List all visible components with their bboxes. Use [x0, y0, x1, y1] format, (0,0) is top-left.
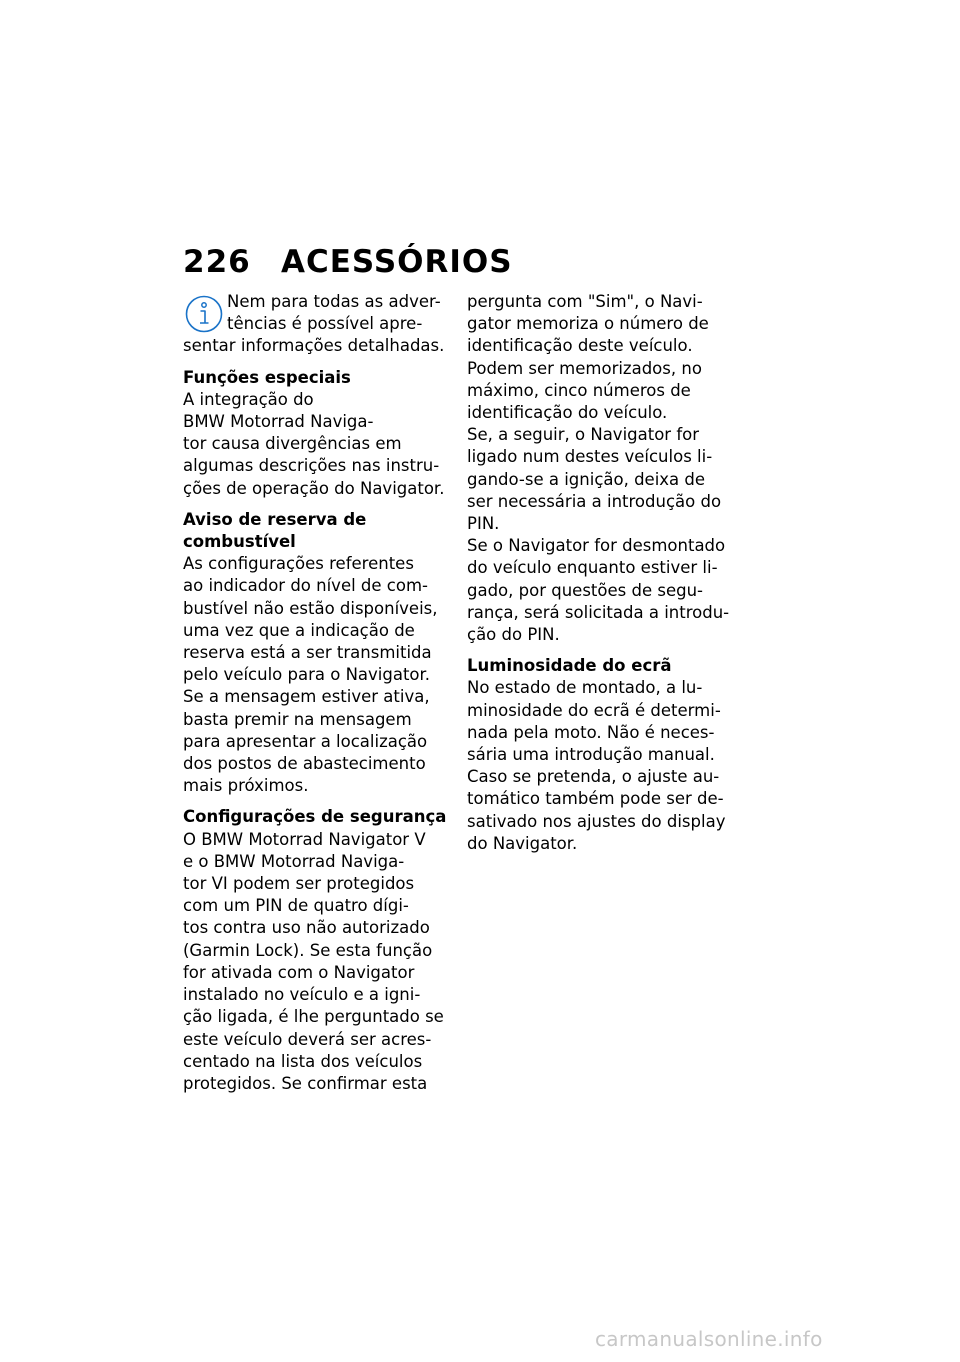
section-line: gando-se a ignição, deixa de	[467, 469, 706, 489]
section-line: Se o Navigator for desmontado	[467, 536, 726, 556]
section-line: ligado num destes veículos li-	[467, 447, 713, 467]
section	[183, 367, 448, 500]
section-line: As configurações referentes	[183, 554, 414, 574]
info-icon	[183, 293, 225, 335]
section	[183, 509, 448, 798]
section-line: reserva está a ser transmitida	[183, 643, 432, 663]
section-line: ção ligada, é lhe perguntado se	[183, 1007, 444, 1027]
section-line: com um PIN de quatro dígi-	[183, 896, 409, 916]
page-header	[183, 240, 743, 284]
section-line: gado, por questões de segu-	[467, 580, 703, 600]
section-line: tor causa divergências em	[183, 434, 402, 454]
info-note	[183, 291, 448, 358]
section-line: instalado no veículo e a igni-	[183, 985, 421, 1005]
section	[467, 655, 737, 855]
page-number: 226	[183, 244, 251, 280]
section-line: for ativada com o Navigator	[183, 962, 415, 982]
note-line: sentar informações detalhadas.	[183, 336, 445, 356]
section-line: mais próximos.	[183, 776, 309, 796]
section-heading: Luminosidade do ecrã	[467, 656, 672, 676]
section-heading: combustível	[183, 532, 296, 552]
section-line: ao indicador do nível de com-	[183, 576, 428, 596]
section-line: para apresentar a localização	[183, 731, 428, 751]
section	[183, 806, 448, 1095]
left-sections	[183, 358, 448, 1096]
section-line: e o BMW Motorrad Naviga-	[183, 851, 405, 871]
section-line: do Navigator.	[467, 833, 578, 853]
chapter-title: ACESSÓRIOS	[281, 244, 513, 280]
section-line: PIN.	[467, 514, 500, 534]
section-line: (Garmin Lock). Se esta função	[183, 940, 433, 960]
section-line: O BMW Motorrad Navigator V	[183, 829, 426, 849]
section-line: algumas descrições nas instru-	[183, 456, 440, 476]
section-line: identificação deste veículo.	[467, 336, 693, 356]
section-line: sativado nos ajustes do display	[467, 811, 726, 831]
section-line: ções de operação do Navigator.	[183, 478, 445, 498]
section-line: dos postos de abastecimento	[183, 754, 426, 774]
section-line: Podem ser memorizados, no	[467, 358, 702, 378]
section-line: do veículo enquanto estiver li-	[467, 558, 718, 578]
note-line: Nem para todas as adver-	[227, 292, 441, 311]
section-line: protegidos. Se confirmar esta	[183, 1073, 428, 1093]
section-line: No estado de montado, a lu-	[467, 678, 703, 698]
section-line: sária uma introdução manual.	[467, 745, 715, 765]
section-line: tos contra uso não autorizado	[183, 918, 430, 938]
right-sections	[467, 291, 737, 855]
section-line: bustível não estão disponíveis,	[183, 598, 438, 618]
section-line: Se a mensagem estiver ativa,	[183, 687, 430, 707]
right-column	[467, 291, 737, 855]
section-heading: Configurações de segurança	[183, 807, 447, 827]
section	[467, 291, 737, 646]
section-line: A integração do	[183, 389, 314, 409]
section-line: este veículo deverá ser acres-	[183, 1029, 432, 1049]
section-line: tomático também pode ser de-	[467, 789, 724, 809]
section-line: tor VI podem ser protegidos	[183, 874, 415, 894]
watermark: carmanualsonline.info	[595, 1327, 823, 1351]
section-line: uma vez que a indicação de	[183, 620, 415, 640]
section-line: centado na lista dos veículos	[183, 1051, 423, 1071]
section-line: identificação do veículo.	[467, 403, 668, 423]
section-line: pelo veículo para o Navigator.	[183, 665, 431, 685]
section-line: basta premir na mensagem	[183, 709, 412, 729]
note-line: tências é possível apre-	[227, 314, 423, 334]
section-line: BMW Motorrad Naviga-	[183, 412, 374, 432]
section-line: Caso se pretenda, o ajuste au-	[467, 767, 720, 787]
section-heading: Aviso de reserva de	[183, 509, 367, 529]
section-line: rança, será solicitada a introdu-	[467, 602, 730, 622]
section-line: minosidade do ecrã é determi-	[467, 700, 721, 720]
section-line: Se, a seguir, o Navigator for	[467, 425, 700, 445]
section-heading: Funções especiais	[183, 367, 351, 387]
section-line: máximo, cinco números de	[467, 380, 691, 400]
section-line: ser necessária a introdução do	[467, 491, 722, 511]
section-line: nada pela moto. Não é neces-	[467, 722, 715, 742]
section-line: gator memoriza o número de	[467, 314, 709, 334]
section-line: pergunta com "Sim", o Navi-	[467, 292, 703, 311]
section-line: ção do PIN.	[467, 625, 560, 645]
left-column	[183, 291, 448, 1095]
